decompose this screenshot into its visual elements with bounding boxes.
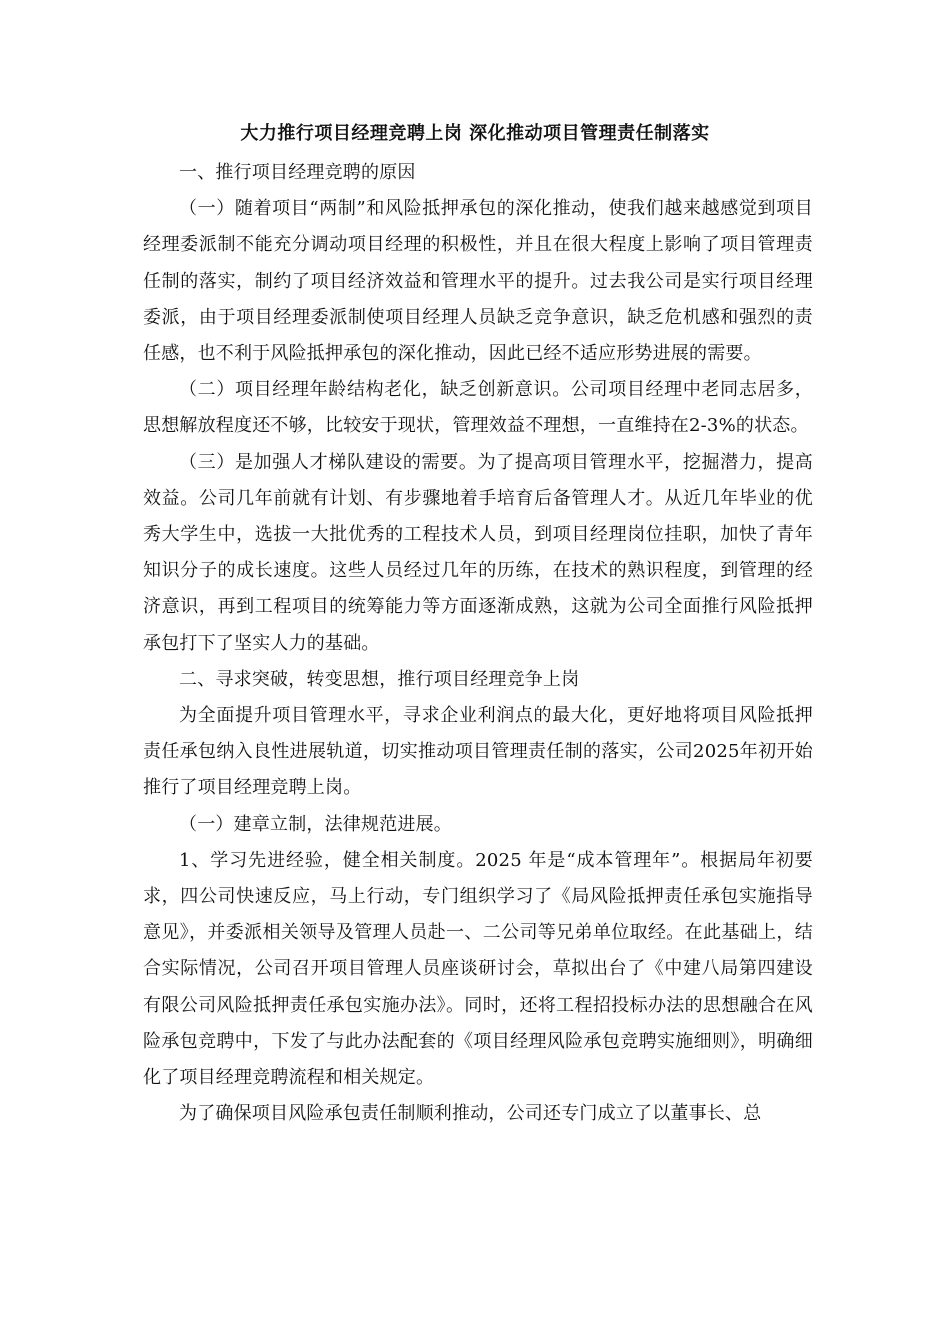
paragraph-6: 为了确保项目风险承包责任制顺利推动，公司还专门成立了以董事长、总 (179, 1103, 762, 1125)
document-body (143, 155, 813, 1132)
subsection-heading-1: （一）建章立制，法律规范进展。 (179, 813, 452, 835)
section-heading-2: 二、寻求突破，转变思想，推行项目经理竞争上岗 (179, 668, 580, 690)
section-heading-1: 一、推行项目经理竞聘的原因 (179, 162, 416, 183)
paragraph-2: （二）项目经理年龄结构老化，缺乏创新意识。公司项目经理中老同志居多，思想解放程度还不够，比较安于现状，管理效益不理想，一直维持在2-3%的状态。 (143, 379, 813, 437)
paragraph-4: 为全面提升项目管理水平，寻求企业利润点的最大化，更好地将项目风险抵押责任承包纳入良性进展轨道，切实推动项目管理责任制的落实，公司2025年初开始推行了项目经理竞聘上岗。 (143, 705, 813, 799)
paragraph-3: （三）是加强人才梯队建设的需要。为了提高项目管理水平，挖掘潜力，提高效益。公司几年前就有计划、有步骤地着手培育后备管理人才。从近几年毕业的优秀大学生中，选拔一大批优秀的工程技术人员，到项目经理岗位挂职，加快了青年知识分子的成长速度。这些人员经过几年的历练，在技术的熟识程度，到管理的经济意识，再到工程项目的统筹能力等方面逐渐成熟，这就为公司全面推行风险抵押承包打下了坚实人力的基础。 (143, 451, 813, 654)
document-title: 大力推行项目经理竞聘上岗 深化推动项目管理责任制落实 (240, 123, 710, 144)
paragraph-1: （一）随着项目“两制”和风险抵押承包的深化推动，使我们越来越感觉到项目经理委派制不能充分调动项目经理的积极性，并且在很大程度上影响了项目管理责任制的落实，制约了项目经济效益和管理水平的提升。过去我公司是实行项目经理委派，由于项目经理委派制使项目经理人员缺乏竞争意识，缺乏危机感和强烈的责任感，也不利于风险抵押承包的深化推动，因此已经不适应形势进展的需要。 (143, 198, 813, 365)
paragraph-5: 1、学习先进经验，健全相关制度。2025 年是“成本管理年”。根据局年初要求，四公司快速反应，马上行动，专门组织学习了《局风险抵押责任承包实施指导意见》，并委派相关领导及管理人员赴一、二公司等兄弟单位取经。在此基础上，结合实际情况，公司召开项目管理人员座谈研讨会，草拟出台了《中建八局第四建设有限公司风险抵押责任承包实施办法》。同时，还将工程招投标办法的思想融合在风险承包竞聘中，下发了与此办法配套的《项目经理风险承包竞聘实施细则》，明确细化了项目经理竞聘流程和相关规定。 (143, 849, 813, 1089)
